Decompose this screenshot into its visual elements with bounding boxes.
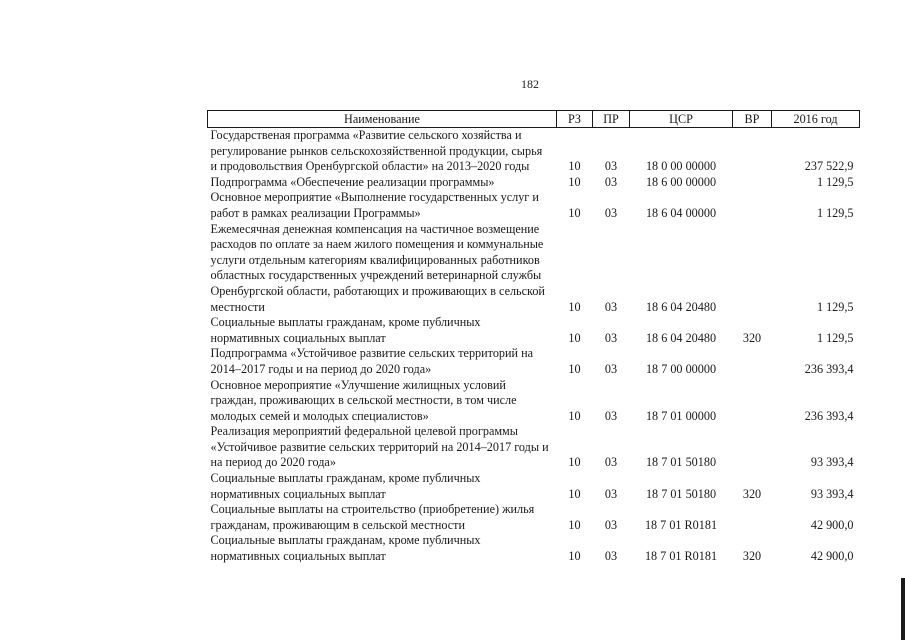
cell-vr bbox=[733, 424, 772, 471]
cell-rz: 10 bbox=[568, 455, 581, 470]
cell-vr bbox=[733, 128, 772, 175]
cell-vr bbox=[733, 175, 772, 191]
cell-name: Социальные выплаты гражданам, кроме публичных нормативных социальных выплат bbox=[210, 315, 481, 345]
cell-rz: 10 bbox=[568, 408, 581, 423]
cell-vr: 320 bbox=[742, 486, 762, 501]
cell-name: Подпрограмма «Устойчивое развитие сельских территорий на 2014–2017 годы и на период до 2020 года» bbox=[210, 346, 534, 376]
page-number: 182 bbox=[521, 77, 539, 91]
table-header-row bbox=[208, 111, 860, 128]
table-row bbox=[208, 378, 860, 425]
cell-csr: 18 6 04 20480 bbox=[645, 299, 717, 314]
table-row bbox=[208, 175, 860, 191]
cell-pr: 03 bbox=[604, 330, 618, 345]
cell-rz: 10 bbox=[568, 159, 581, 174]
cell-csr: 18 7 01 50180 bbox=[645, 486, 717, 501]
cell-vr bbox=[733, 222, 772, 316]
cell-sum: 236 393,4 bbox=[804, 361, 854, 376]
table-row bbox=[208, 315, 860, 346]
table-row bbox=[208, 222, 860, 316]
cell-sum: 1 129,5 bbox=[816, 205, 854, 220]
header-csr: ЦСР bbox=[630, 111, 733, 128]
cell-rz: 10 bbox=[568, 299, 581, 314]
cell-csr: 18 7 00 00000 bbox=[645, 361, 717, 376]
cell-pr: 03 bbox=[604, 174, 618, 189]
cell-sum: 93 393,4 bbox=[810, 486, 854, 501]
cell-name: Государственая программа «Развитие сельского хозяйства и регулирование рынков сельскохозяйственной продукции, сырья и продовольствия Оренбургской области» на 2013–2020 годы bbox=[210, 128, 543, 174]
cell-pr: 03 bbox=[604, 517, 618, 532]
cell-name: Социальные выплаты гражданам, кроме публичных нормативных социальных выплат bbox=[210, 533, 481, 564]
cell-sum: 236 393,4 bbox=[804, 408, 854, 423]
scan-edge-mark bbox=[901, 578, 905, 640]
cell-rz: 10 bbox=[568, 330, 581, 345]
cell-pr: 03 bbox=[604, 455, 618, 470]
cell-pr: 03 bbox=[604, 361, 618, 376]
header-rz: РЗ bbox=[557, 111, 593, 128]
table-row bbox=[208, 533, 860, 564]
budget-table bbox=[207, 110, 860, 565]
header-vr: ВР bbox=[733, 111, 772, 128]
cell-name: Социальные выплаты на строительство (приобретение) жилья гражданам, проживающим в сельской местности bbox=[210, 502, 535, 532]
cell-vr bbox=[733, 378, 772, 425]
cell-csr: 18 6 04 00000 bbox=[645, 205, 717, 220]
cell-vr bbox=[733, 502, 772, 533]
cell-rz: 10 bbox=[568, 205, 581, 220]
cell-vr: 320 bbox=[742, 330, 762, 345]
table-row bbox=[208, 424, 860, 471]
cell-sum: 1 129,5 bbox=[816, 330, 854, 345]
cell-csr: 18 7 01 R0181 bbox=[644, 517, 718, 532]
cell-name: Основное мероприятие «Выполнение государственных услуг и работ в рамках реализации Программы» bbox=[210, 190, 539, 220]
cell-vr bbox=[733, 190, 772, 221]
cell-name: Основное мероприятие «Улучшение жилищных условий граждан, проживающих в сельской местности, в том числе молодых семей и молодых специалистов» bbox=[210, 377, 517, 423]
cell-rz: 10 bbox=[568, 517, 581, 532]
cell-sum: 42 900,0 bbox=[810, 549, 854, 564]
cell-name: Ежемесячная денежная компенсация на частичное возмещение расходов по оплате за наем жилого помещения и коммунальные услуги отдельным категориям квалифицированных работников областных государственных учреждений ветеринарной службы Оренбургской области, работающих и проживающих в сельской местности bbox=[210, 221, 545, 314]
header-name: Наименование bbox=[208, 111, 557, 128]
cell-rz: 10 bbox=[568, 549, 581, 564]
cell-csr: 18 0 00 00000 bbox=[645, 159, 717, 174]
cell-csr: 18 7 01 00000 bbox=[645, 408, 717, 423]
cell-name: Подпрограмма «Обеспечение реализации программы» bbox=[210, 174, 495, 189]
cell-sum: 1 129,5 bbox=[816, 299, 854, 314]
table-row bbox=[208, 128, 860, 175]
cell-csr: 18 7 01 R0181 bbox=[644, 549, 718, 564]
cell-csr: 18 6 04 20480 bbox=[645, 330, 717, 345]
cell-sum: 1 129,5 bbox=[816, 174, 854, 189]
cell-vr bbox=[733, 346, 772, 377]
cell-vr: 320 bbox=[742, 549, 762, 564]
cell-csr: 18 7 01 50180 bbox=[645, 455, 717, 470]
cell-rz: 10 bbox=[568, 486, 581, 501]
header-pr: ПР bbox=[593, 111, 630, 128]
cell-name: Реализация мероприятий федеральной целевой программы «Устойчивое развитие сельских территорий на 2014–2017 годы и на период до 2020 года» bbox=[210, 424, 549, 470]
table-row bbox=[208, 502, 860, 533]
cell-rz: 10 bbox=[568, 174, 581, 189]
table-row bbox=[208, 190, 860, 221]
table-row bbox=[208, 471, 860, 502]
cell-pr: 03 bbox=[604, 486, 618, 501]
cell-pr: 03 bbox=[604, 408, 618, 423]
cell-csr: 18 6 00 00000 bbox=[645, 174, 717, 189]
table-row bbox=[208, 346, 860, 377]
cell-pr: 03 bbox=[604, 205, 618, 220]
header-sum: 2016 год bbox=[772, 111, 860, 128]
cell-sum: 42 900,0 bbox=[810, 517, 854, 532]
cell-name: Социальные выплаты гражданам, кроме публичных нормативных социальных выплат bbox=[210, 471, 481, 501]
cell-sum: 93 393,4 bbox=[810, 455, 854, 470]
cell-sum: 237 522,9 bbox=[804, 159, 854, 174]
cell-pr: 03 bbox=[604, 159, 618, 174]
cell-rz: 10 bbox=[568, 361, 581, 376]
cell-pr: 03 bbox=[604, 299, 618, 314]
cell-pr: 03 bbox=[604, 549, 618, 564]
